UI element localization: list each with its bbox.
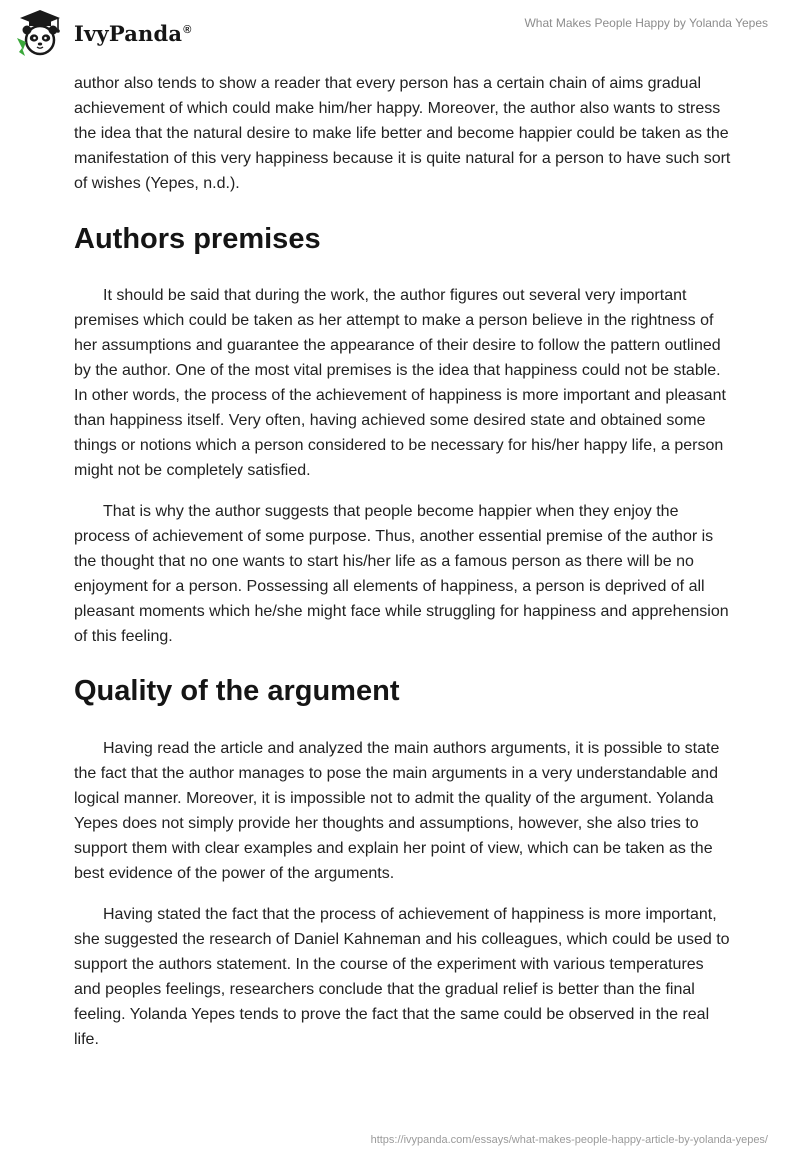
authors-premises-paragraph-2: That is why the author suggests that people become happier when they enjoy the process of achievement of some purpose. Thus, another essential premise of the author is the thought that no one wants to start his/her life as a famous person as there will be no enjoyment for a person. Possessing all elements of happiness, a person is deprived of all pleasant moments which he/she might face while struggling for happiness and apprehension of this feeling. xyxy=(74,503,729,645)
section-heading-quality-of-argument: Quality of the argument xyxy=(74,675,400,707)
ivypanda-logo[interactable] xyxy=(14,8,192,58)
brand-name: IvyPanda® xyxy=(74,20,192,46)
panda-graduate-icon xyxy=(14,8,66,58)
quality-paragraph-1: Having read the article and analyzed the main authors arguments, it is possible to state the fact that the author manages to pose the main arguments in a very understandable and logical manner. Moreover, it is impossible not to admit the quality of the argument. Yolanda Yepes does not simply provide her thoughts and assumptions, however, she also tries to support them with clear examples and explain her point of view, which can be taken as the best evidence of the power of the arguments. xyxy=(74,740,720,882)
source-url-link[interactable]: https://ivypanda.com/essays/what-makes-people-happy-article-by-yolanda-yepes/ xyxy=(370,1134,768,1146)
intro-paragraph: author also tends to show a reader that every person has a certain chain of aims gradual achievement of which could make him/her happy. Moreover, the author also wants to stress the idea that the natural desire to make life better and become happier could be taken as the manifestation of this very happiness because it is quite natural for a person to have such sort of wishes (Yepes, n.d.). xyxy=(74,75,731,192)
page-header xyxy=(0,0,800,66)
essay-content xyxy=(74,71,734,1052)
quality-paragraph-2: Having stated the fact that the process of achievement of happiness is more important, she suggested the research of Daniel Kahneman and his colleagues, which could be used to support the authors statement. In the course of the experiment with various temperatures and peoples feelings, researchers conclude that the gradual relief is better than the final feeling. Yolanda Yepes tends to prove the fact that the same could be observed in the real life. xyxy=(74,906,730,1048)
section-heading-authors-premises: Authors premises xyxy=(74,223,321,255)
document-title: What Makes People Happy by Yolanda Yepes xyxy=(524,16,768,30)
authors-premises-paragraph-1: It should be said that during the work, the author figures out several very important premises which could be taken as her attempt to make a person believe in the rightness of her assumptions and guarantee the appearance of their desire to follow the pattern outlined by the author. One of the most vital premises is the idea that happiness could not be stable. In other words, the process of the achievement of happiness is more important and pleasant than happiness itself. Very often, having achieved some desired state and obtained some things or notions which a person considered to be necessary for his/her happy life, a person might not be completely satisfied. xyxy=(74,287,726,479)
registered-mark: ® xyxy=(183,23,192,36)
